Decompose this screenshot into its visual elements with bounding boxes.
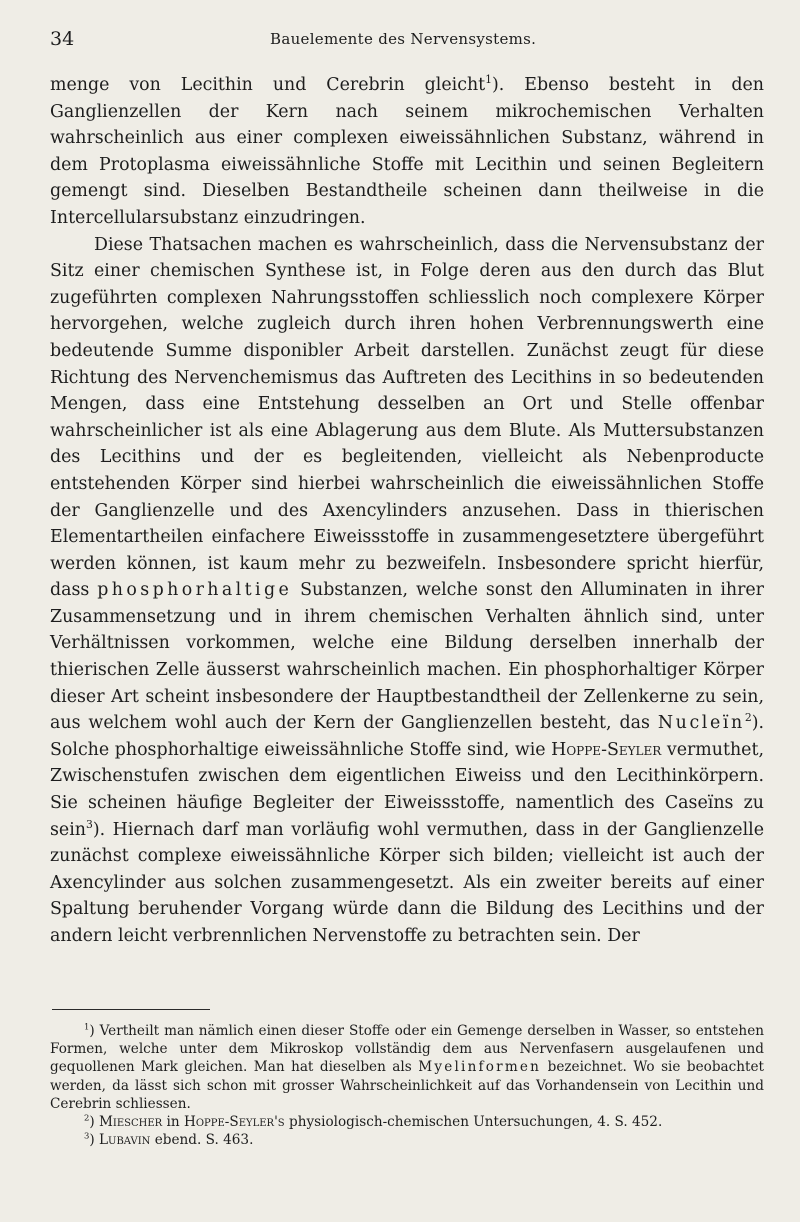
paragraph-text: ). Hiernach darf man vorläufig wohl vermuthen, dass in der Ganglienzelle zunächst complexe eiweissähnliche Körper sich bilden; vielleicht ist auch der Axencylinder aus solchen zusammengesetzt. Als ein zweiter bereits auf einer Spaltung beruhender Vorgang würde dann die Bildung des Lecithins und der andern leicht verbrennlichen Nervenstoffe zu betrachten sein. Der [50,819,764,946]
page-header [50,28,764,56]
paragraph-text: ). Ebenso besteht in den Ganglienzellen der Kern nach seinem mikrochemischen Verhalten wahrscheinlich aus einer complexen eiweissähnlichen Substanz, während in dem Protoplasma eiweissähnliche Stoffe mit Lecithin und seinen Begleitern gemengt sind. Dieselben Bestandtheile scheinen dann theilweise in die Intercellularsubstanz einzudringen. [50,75,765,228]
footnote: $^3$) Lubavin ebend. S. 463. [84,1130,254,1149]
footnote: $^2$) Miescher in Hoppe-Seyler's physiologisch-chemischen Untersuchungen, 4. S. 452. [84,1112,663,1131]
footnote-marker: 2 [84,1112,90,1123]
running-title: Bauelemente des Nervensystems. [270,30,537,48]
footnote-divider [52,1009,210,1010]
spaced-emphasis: Nucleïn [657,713,745,734]
paragraph-text: Diese Thatsachen machen es wahrscheinlich, dass die Nervensubstanz der Sitz einer chemischen Synthese ist, in Folge deren aus den durch das Blut zugeführten complexen Nahrungsstoffen schliesslich noch complexere Körper hervorgehen, welche zugleich durch ihren hohen Verbrennungswerth eine bedeutende Summe disponibler Arbeit darstellen. Zunächst zeugt für diese Richtung des Nervenchemismus das Auftreten des Lecithins in so bedeutenden Mengen, dass eine Entstehung desselben an Ort und Stelle offenbar wahrscheinlicher ist als eine Ablagerung aus dem Blute. Als Muttersubstanzen des Lecithins und der es begleitenden, vielleicht als Nebenproducte entstehenden Körper sind hierbei wahrscheinlich die eiweissähnlichen Stoffe der Ganglienzelle und des Axencylinders anzusehen. Dass in thierischen Elementartheilen einfachere Eiweissstoffe in zusammengesetztere übergeführt werden können, ist kaum mehr zu bezweifeln. Insbesondere spricht hierfür, dass [50,234,764,601]
footnote-text: ebend. S. 463. [154,1132,254,1149]
footnote-marker: 3 [84,1130,90,1141]
footnotes [50,1022,764,1149]
footnote-text: ) Vertheilt man nämlich einen dieser Stoffe oder ein Gemenge derselben in Wasser, so entstehen Formen, welche unter dem Mikroskop vollständig dem aus Nervenfasern ausgelaufenen und gequollenen Mark gleichen. Man hat dieselben als [50,1023,764,1076]
paragraph-text: ). Solche phosphorhaltige eiweissähnliche Stoffe sind, wie [50,713,765,760]
paragraph-text: vermuthet, Zwischenstufen zwischen dem eigentlichen Eiweiss und den Lecithinkörpern. Sie scheinen häufige Begleiter der Eiweissstoffe, namentlich des Caseïns zu sein [50,739,764,840]
footnote-marker: 1 [84,1021,90,1032]
footnote [50,1022,764,1113]
footnote-ref: 1 [485,73,492,87]
author-name: Lubavin [98,1132,151,1149]
page-number: 34 [50,28,75,50]
footnote-text: bezeichnet. Wo sie beobachtet werden, da lässt sich schon mit grosser Wahrscheinlichkeit auf das Vorhandensein von Lecithin und Cerebrin schliessen. [50,1059,764,1112]
paragraph-text: Substanzen, welche sonst den Alluminaten in ihrer Zusammensetzung und in ihrem chemischen Verhalten ähnlich sind, unter Verhältnissen vorkommen, welche eine Bildung derselben innerhalb der thierischen Zelle äusserst wahrscheinlich machen. Ein phosphorhaltiger Körper dieser Art scheint insbesondere der Hauptbestandtheil der Zellenkerne zu sein, aus welchem wohl auch der Kern der Ganglienzellen besteht, das [50,580,764,734]
author-name: Hoppe-Seyler [551,739,662,760]
paragraph [50,72,764,232]
footnote-text: physiologisch-chemischen Untersuchungen, 4. S. 452. [289,1114,663,1131]
main-text [50,72,764,950]
spaced-emphasis: phosphorhaltige [97,580,293,601]
paragraph [50,232,764,950]
author-name: Hoppe-Seyler's [183,1114,285,1131]
spaced-emphasis: Myelinformen [418,1059,542,1076]
paragraph-text: menge von Lecithin und Cerebrin gleicht [50,75,486,95]
footnote-text: in [166,1114,180,1131]
footnote-ref: 3 [85,817,93,831]
author-name: Miescher [98,1114,163,1131]
footnote-ref: 2 [744,711,752,725]
